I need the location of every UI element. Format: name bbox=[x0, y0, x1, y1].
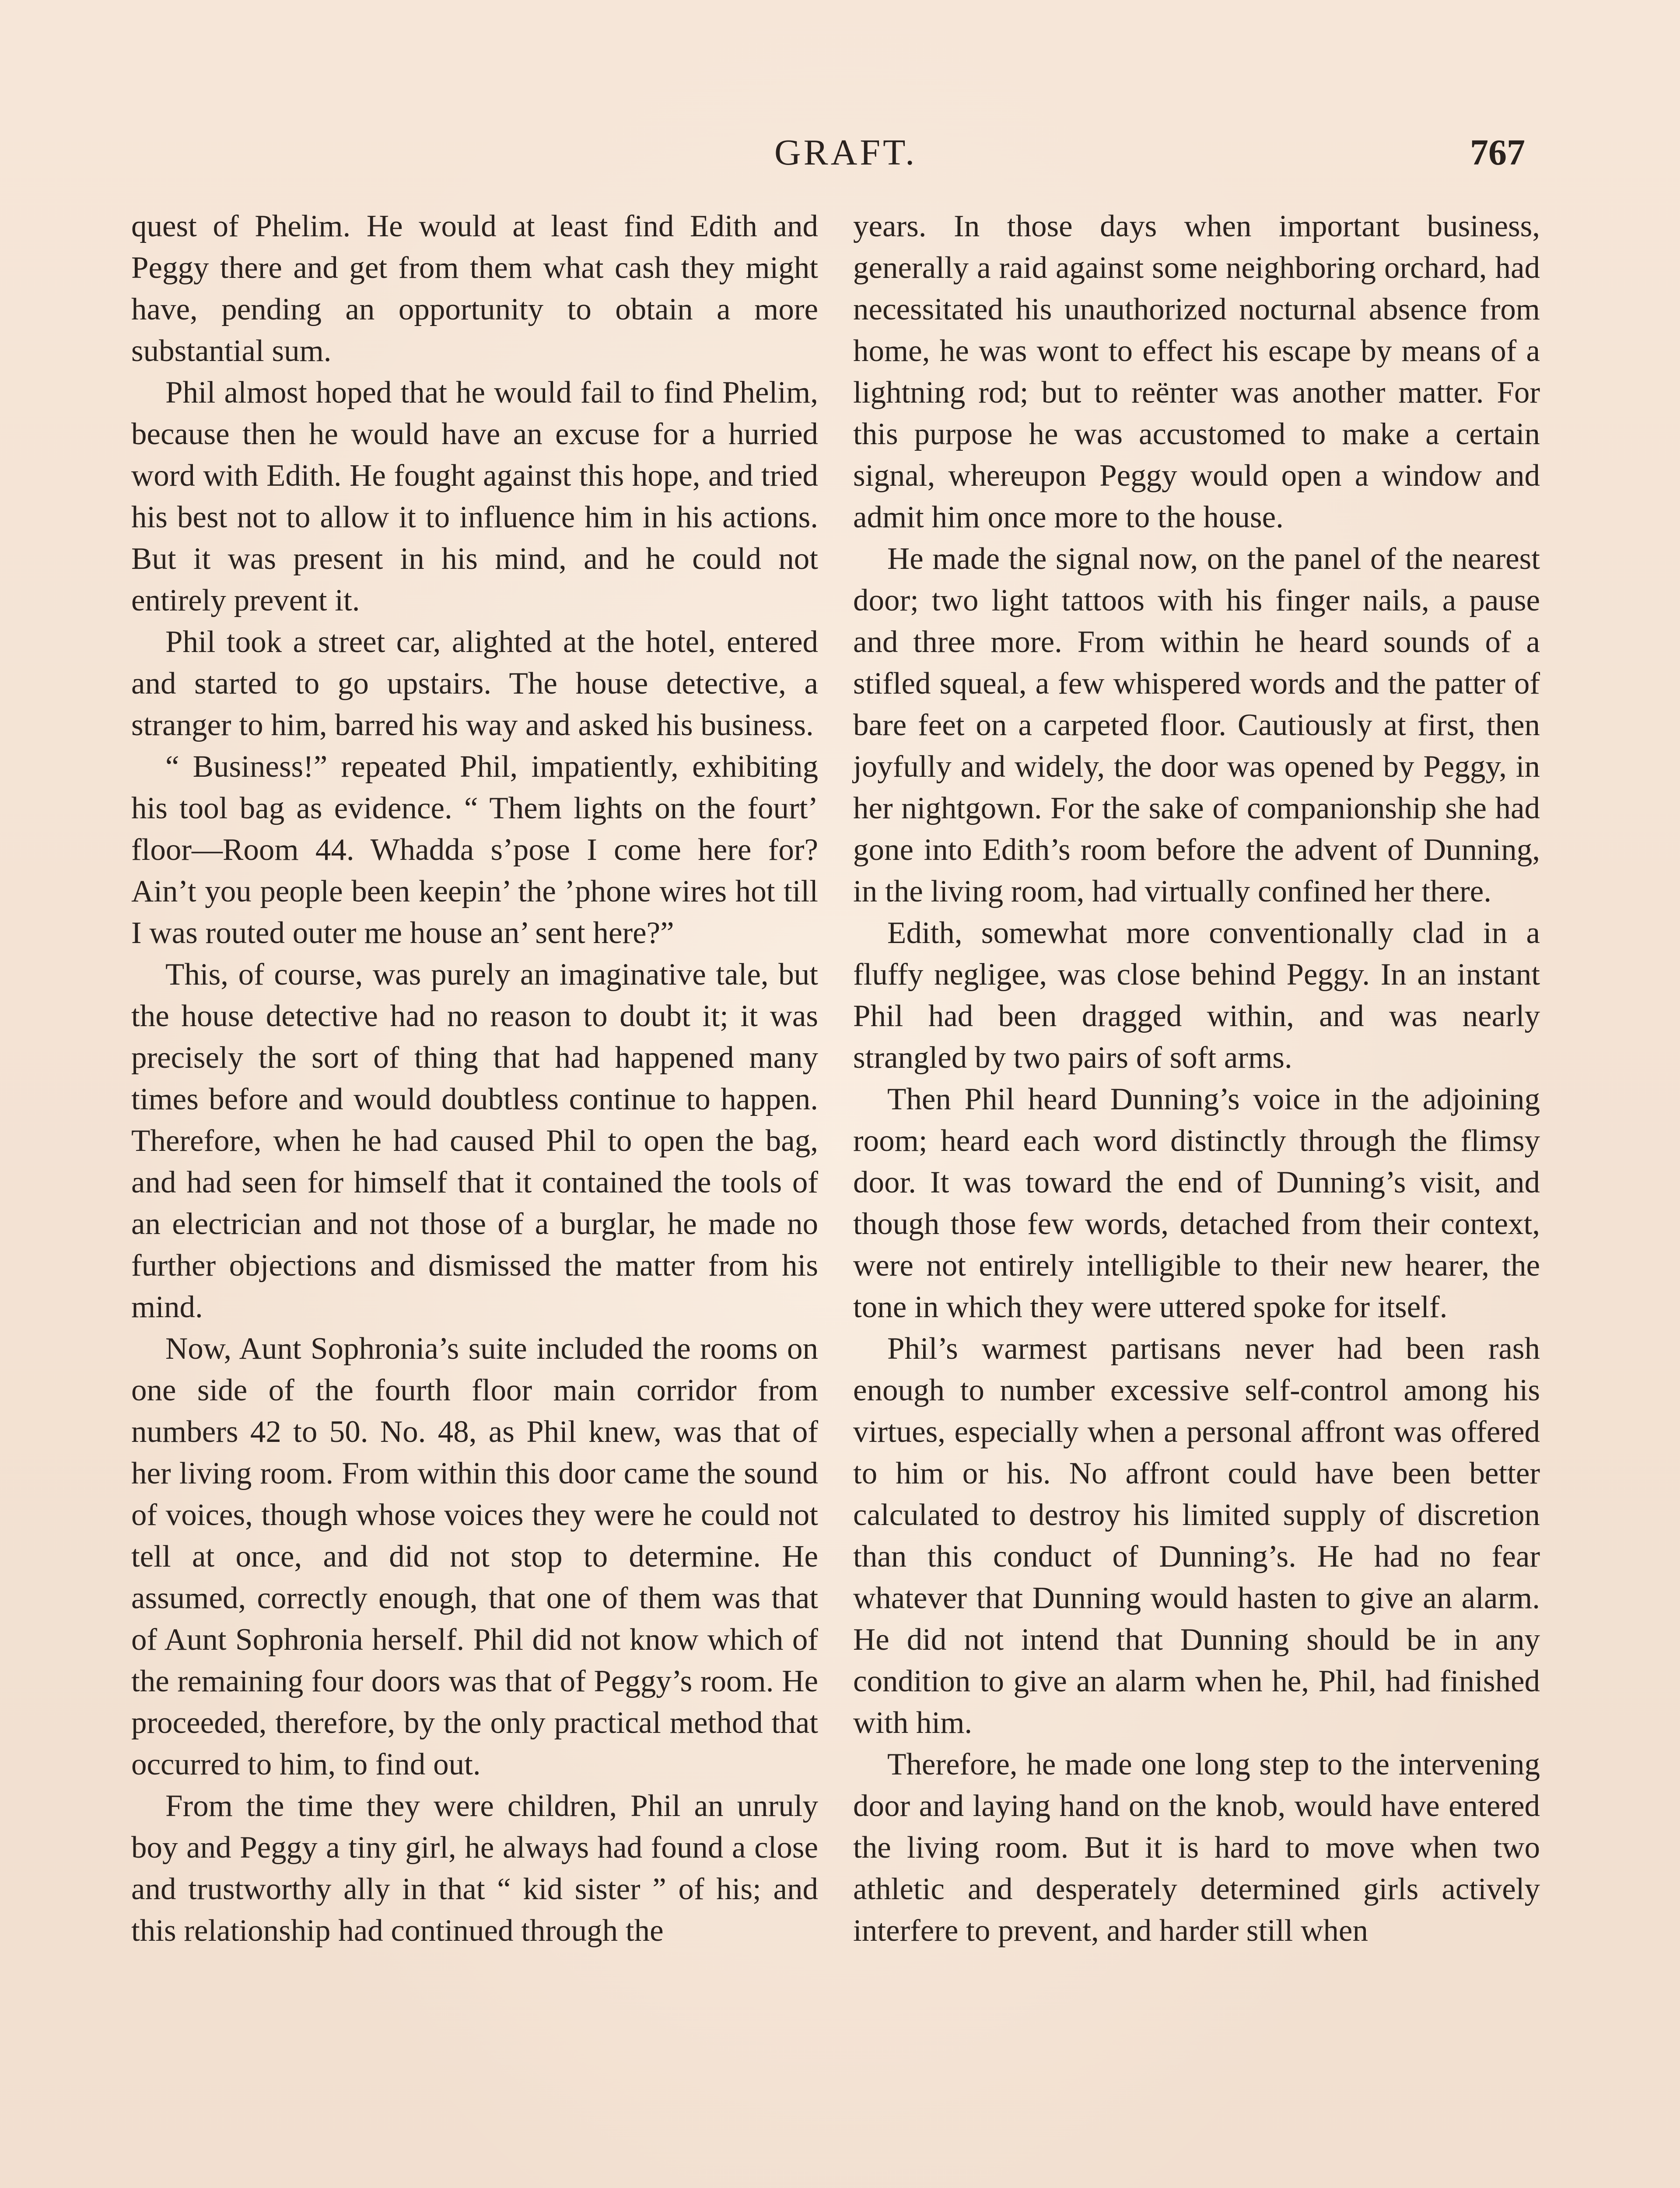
running-head-title: GRAFT. bbox=[774, 132, 917, 173]
right-text-column bbox=[853, 206, 1540, 1952]
paragraph: Edith, somewhat more conventionally clad in a fluffy negligee, was close behind Peggy. In an instant Phil had been dragged within, and was nearly strangled by two pairs of soft arms. bbox=[853, 916, 1540, 1075]
paragraph: “ Business!” repeated Phil, impatiently, exhibiting his tool bag as evidence. “ Them lights on the fourt’ floor—Room 44. Whadda s’pose I come here for? Ain’t you people been keepin’ the ’phone wires hot till I was routed outer me house an’ sent here?” bbox=[131, 750, 818, 950]
paragraph: Therefore, he made one long step to the intervening door and laying hand on the knob, would have entered the living room. But it is hard to move when two athletic and desperately determined girls actively interfere to prevent, and harder still when bbox=[853, 1747, 1540, 1948]
paragraph: This, of course, was purely an imaginative tale, but the house detective had no reason to doubt it; it was precisely the sort of thing that had happened many times before and would doubtless continue to happen. Therefore, when he had caused Phil to open the bag, and had seen for himself that it contained the tools of an electrician and not those of a burglar, he made no further objections and dismissed the matter from his mind. bbox=[131, 957, 818, 1324]
page-number: 767 bbox=[1470, 132, 1525, 173]
paragraph: Phil took a street car, alighted at the hotel, entered and started to go upstairs. The house detective, a stranger to him, barred his way and asked his business. bbox=[131, 625, 818, 742]
paragraph: Now, Aunt Sophronia’s suite included the rooms on one side of the fourth floor main corridor from numbers 42 to 50. No. 48, as Phil knew, was that of her living room. From within this door came the sound of voices, though whose voices they were he could not tell at once, and did not stop to determine. He assumed, correctly enough, that one of them was that of Aunt Sophronia herself. Phil did not know which of the remaining four doors was that of Peggy’s room. He proceeded, therefore, by the only practical method that occurred to him, to find out. bbox=[131, 1332, 818, 1781]
paragraph: quest of Phelim. He would at least find Edith and Peggy there and get from them what cash they might have, pending an opportunity to obtain a more substantial sum. bbox=[131, 209, 818, 368]
paragraph: He made the signal now, on the panel of the nearest door; two light tattoos with his finger nails, a pause and three more. From within he heard sounds of a stifled squeal, a few whispered words and the patter of bare feet on a carpeted floor. Cautiously at first, then joyfully and widely, the door was opened by Peggy, in her nightgown. For the sake of companionship she had gone into Edith’s room before the advent of Dunning, in the living room, had virtually confined her there. bbox=[853, 542, 1540, 908]
paragraph: Phil’s warmest partisans never had been rash enough to number excessive self-control among his virtues, especially when a personal affront was offered to him or his. No affront could have been better calculated to destroy his limited supply of discretion than this conduct of Dunning’s. He had no fear whatever that Dunning would hasten to give an alarm. He did not intend that Dunning should be in any condition to give an alarm when he, Phil, had finished with him. bbox=[853, 1332, 1540, 1740]
paragraph: Then Phil heard Dunning’s voice in the adjoining room; heard each word distinctly through the flimsy door. It was toward the end of Dunning’s visit, and though those few words, detached from their context, were not entirely intelligible to their new hearer, the tone in which they were uttered spoke for itself. bbox=[853, 1082, 1540, 1324]
left-text-column bbox=[131, 206, 818, 1952]
paragraph: From the time they were children, Phil an unruly boy and Peggy a tiny girl, he always had found a close and trustworthy ally in that “ kid sister ” of his; and this relationship had continued through the bbox=[131, 1789, 818, 1948]
paragraph: Phil almost hoped that he would fail to find Phelim, because then he would have an excuse for a hurried word with Edith. He fought against this hope, and tried his best not to allow it to influence him in his actions. But it was present in his mind, and he could not entirely prevent it. bbox=[131, 375, 818, 617]
paragraph: years. In those days when important business, generally a raid against some neighboring orchard, had necessitated his unauthorized nocturnal absence from home, he was wont to effect his escape by means of a lightning rod; but to reënter was another matter. For this purpose he was accustomed to make a certain signal, whereupon Peggy would open a window and admit him once more to the house. bbox=[853, 209, 1540, 534]
